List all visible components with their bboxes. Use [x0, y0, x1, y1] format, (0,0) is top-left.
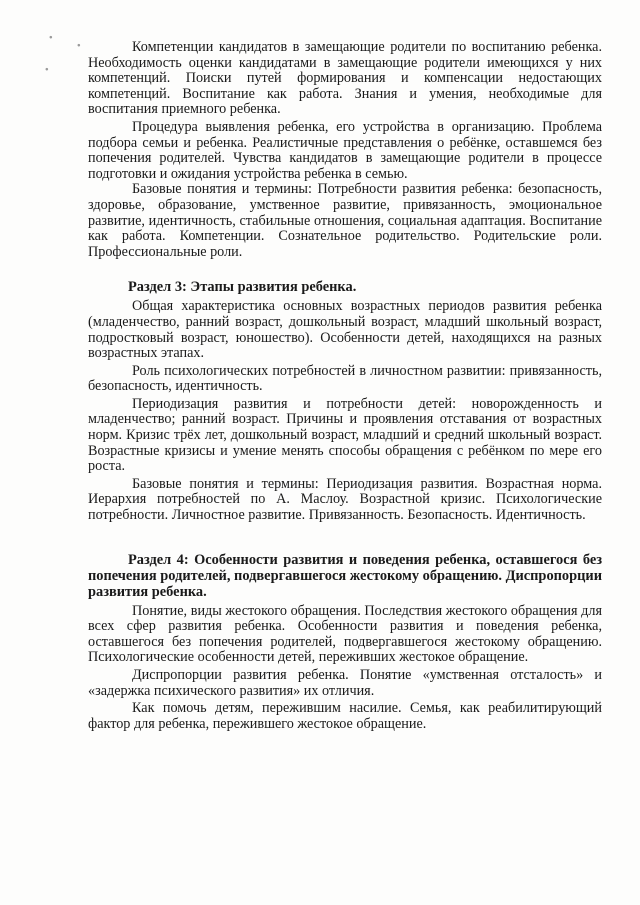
scan-mark: ∙: [44, 65, 50, 75]
section-4-heading: Раздел 4: Особенности развития и поведения ребенка, оставшегося без попечения родителей, подвергавшегося жестокому обращению. Диспропорции развития ребенка.: [88, 551, 602, 600]
paragraph: Процедура выявления ребенка, его устройства в организацию. Проблема подбора семьи и ребенка. Реалистичные представления о ребёнке, оставшемся без попечения родителей. Чувства кандидатов в замещающие родители в процессе подготовки и ожидания устройства ребенка в семью.: [88, 118, 602, 182]
paragraph: Как помочь детям, пережившим насилие. Семья, как реабилитирующий фактор для ребенка, пережившего жестокое обращение.: [88, 700, 602, 732]
document-body: [88, 40, 602, 732]
scan-mark: ∙: [48, 33, 54, 43]
paragraph: Компетенции кандидатов в замещающие родители по воспитанию ребенка. Необходимость оценки кандидатами в замещающие родители имеющихся у них компетенций. Поиски путей формирования и компенсации недостающих компетенций. Воспитание как работа. Знания и умения, необходимые для воспитания приемного ребенка.: [88, 39, 602, 118]
paragraph: Понятие, виды жестокого обращения. Последствия жестокого обращения для всех сфер развития ребенка. Особенности развития и поведения ребенка, оставшегося без попечения родителей, подвергавшегося жестокому обращению. Психологические особенности детей, переживших жестокое обращение.: [88, 602, 602, 666]
paragraph: Роль психологических потребностей в личностном развитии: привязанность, безопасность, идентичность.: [88, 362, 602, 395]
paragraph: Диспропорции развития ребенка. Понятие «умственная отсталость» и «задержка психического развития» их отличия.: [88, 667, 602, 699]
paragraph: Базовые понятия и термины: Периодизация развития. Возрастная норма. Иерархия потребностей по А. Маслоу. Возрастной кризис. Психологические потребности. Личностное развитие. Привязанность. Безопасность. Идентичность.: [88, 475, 602, 524]
paragraph: Общая характеристика основных возрастных периодов развития ребенка (младенчество, ранний возраст, дошкольный возраст, младший школьный возраст, подростковый возраст, юношество). Особенности детей, находящихся на разных возрастных этапах.: [88, 298, 602, 362]
scan-mark: ∙: [76, 41, 82, 51]
section-3-heading: Раздел 3: Этапы развития ребенка.: [128, 279, 357, 296]
paragraph: Базовые понятия и термины: Потребности развития ребенка: безопасность, здоровье, образование, умственное развитие, привязанность, эмоциональное развитие, идентичность, стабильные отношения, социальная адаптация. Воспитание как работа. Компетенции. Сознательное родительство. Родительские роли. Профессиональные роли.: [88, 181, 602, 260]
paragraph: Периодизация развития и потребности детей: новорожденность и младенчество; ранний возраст. Причины и проявления отставания от возрастных норм. Кризис трёх лет, дошкольный возраст, младший и средний школьный возраст. Возрастные кризисы и умение менять способы обращения с ребёнком по мере его роста.: [88, 395, 602, 475]
